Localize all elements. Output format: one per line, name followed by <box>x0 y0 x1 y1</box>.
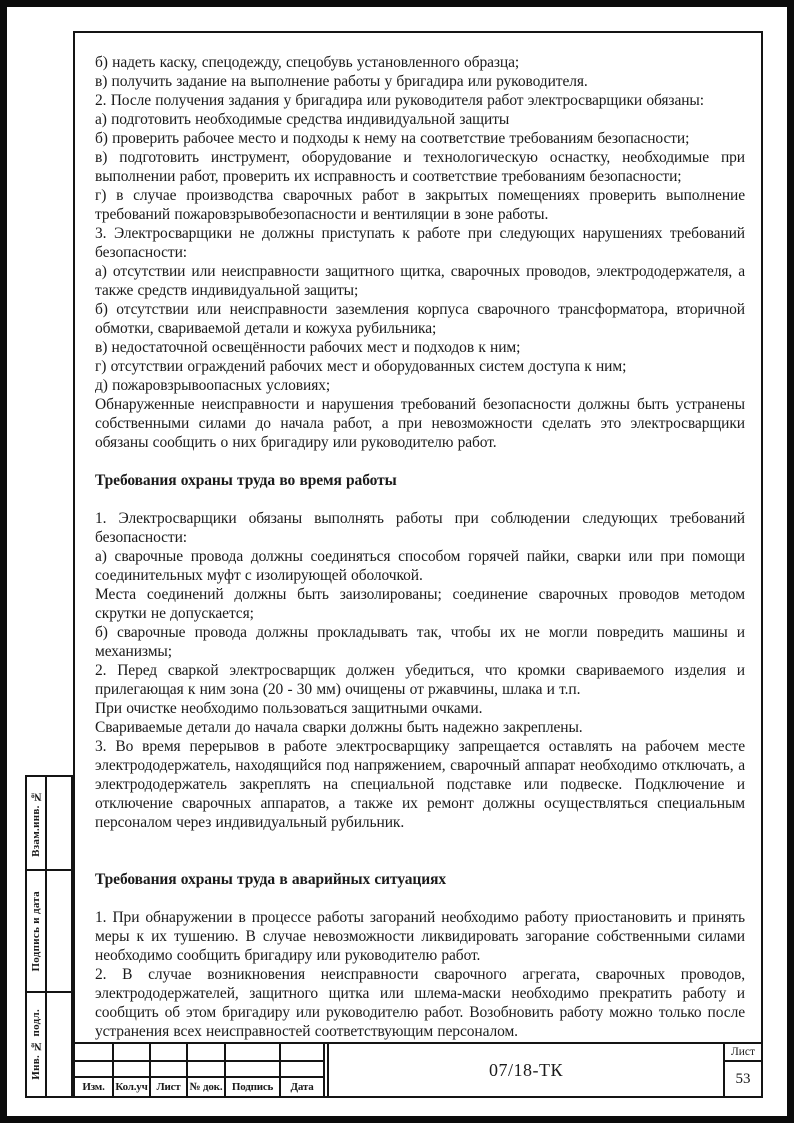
revision-cell <box>151 1062 188 1078</box>
sidebar-empty-cell <box>47 871 71 991</box>
revision-col-data: Дата <box>290 1081 314 1093</box>
paragraph: При очистке необходимо пользоваться защитными очками. <box>95 700 483 717</box>
paragraph: б) проверить рабочее место и подходы к нему на соответствие требованиям безопасности; <box>95 130 690 147</box>
sheet-column <box>725 1044 761 1096</box>
revision-cell <box>281 1044 323 1062</box>
paragraph: г) отсутствии ограждений рабочих мест и оборудованных систем доступа к ним; <box>95 358 627 375</box>
revision-cell <box>75 1062 114 1078</box>
sidebar-label-vzam-inv: Взам.инв. № <box>30 789 42 857</box>
paragraph: 2. Перед сваркой электросварщик должен убедиться, что кромки свариваемого изделия и прилегающая к ним зона (20 - 30 мм) очищены от ржавчины, шлака и т.п. <box>95 662 745 698</box>
revision-cell <box>188 1044 226 1062</box>
sheet-label: Лист <box>725 1044 761 1062</box>
section-heading-emergency: Требования охраны труда в аварийных ситуациях <box>95 871 447 888</box>
sheet-number: 53 <box>735 1070 751 1087</box>
sidebar-empty-cell <box>47 777 71 869</box>
sidebar-empty-cell <box>47 993 71 1096</box>
title-block <box>75 1042 761 1096</box>
paragraph: б) надеть каску, спецодежду, спецобувь установленного образца; <box>95 54 520 71</box>
sidebar-label-podpis-data: Подпись и дата <box>30 890 42 972</box>
paragraph: а) подготовить необходимые средства индивидуальной защиты <box>95 111 510 128</box>
paragraph: Свариваемые детали до начала сварки должны быть надежно закреплены. <box>95 719 583 736</box>
document-body <box>75 33 761 1040</box>
revision-col-izm: Изм. <box>75 1078 114 1096</box>
sidebar-label-col <box>27 777 47 869</box>
revision-cell <box>226 1044 281 1062</box>
revision-col-list: Лист <box>151 1078 188 1096</box>
revision-cell <box>226 1062 281 1078</box>
revision-cell <box>114 1062 151 1078</box>
paragraph: 3. Электросварщики не должны приступать к работе при следующих нарушениях требований безопасности: <box>95 225 745 261</box>
revision-cell <box>151 1044 188 1062</box>
revision-cell <box>75 1044 114 1062</box>
revision-cell <box>114 1044 151 1062</box>
sidebar-label-inv-podl: Инв. № подл. <box>30 1009 42 1080</box>
paragraph: б) отсутствии или неисправности заземления корпуса сварочного трансформатора, вторичной обмотки, свариваемой детали и кожуха рубильника; <box>95 301 745 337</box>
sidebar-box-inv-podl <box>25 991 73 1098</box>
paragraph: д) пожаровзрывоопасных условиях; <box>95 377 331 394</box>
paragraph: в) получить задание на выполнение работы у бригадира или руководителя. <box>95 73 588 90</box>
sidebar-label-col <box>27 993 47 1096</box>
paragraph: а) отсутствии или неисправности защитного щитка, сварочных проводов, электрододержателя, а также средств индивидуальной защиты; <box>95 263 745 299</box>
paragraph: 1. Электросварщики обязаны выполнять работы при соблюдении следующих требований безопасности: <box>95 510 745 546</box>
section-heading-during-work: Требования охраны труда во время работы <box>95 472 397 489</box>
paragraph: 2. После получения задания у бригадира или руководителя работ электросварщики обязаны: <box>95 92 704 109</box>
paragraph: Обнаруженные неисправности и нарушения требований безопасности должны быть устранены собственными силами до начала работ, а при невозможности сделать это электросварщики обязаны сообщить о них бригадиру или руководителю работ. <box>95 396 745 451</box>
paragraph: 3. Во время перерывов в работе электросварщику запрещается оставлять на рабочем месте электрододержатель, находящийся под напряжением, сварочный аппарат необходимо отключать, а электрододержатель закреплять на специальной подставке или подвеске. Подключение и отключение сварочных аппаратов, а также их ремонт должны осуществляться специальным персоналом через индивидуальный рубильник. <box>95 738 745 831</box>
frame-sidebar <box>25 775 73 1098</box>
doc-number: 07/18-ТК <box>489 1059 563 1080</box>
revision-cell <box>188 1062 226 1078</box>
paragraph: 1. При обнаружении в процессе работы загораний необходимо работу приостановить и принять меры к их тушению. В случае невозможности ликвидировать загорание собственными силами необходимо сообщить бригадиру или руководителю работ. <box>95 909 745 964</box>
revision-col-koluch: Кол.уч <box>114 1078 151 1096</box>
revision-col-podpis: Подпись <box>226 1078 281 1096</box>
revision-table <box>75 1044 325 1096</box>
doc-number-cell <box>327 1044 725 1096</box>
sidebar-label-col <box>27 871 47 991</box>
paragraph: Места соединений должны быть заизолированы; соединение сварочных проводов методом скрутки не допускается; <box>95 586 745 622</box>
sidebar-box-vzam-inv <box>25 775 73 871</box>
paragraph: б) сварочные провода должны прокладывать так, чтобы их не могли повредить машины и механизмы; <box>95 624 745 660</box>
revision-cell <box>281 1062 323 1078</box>
paragraph: 2. В случае возникновения неисправности сварочного агрегата, сварочных проводов, электрододержателей, защитного щитка или шлема-маски необходимо прекратить работу и сообщить об этом бригадиру или руководителю работ. Возобновить работу можно только после устранения всех неисправностей соответствующим персоналом. <box>95 966 745 1040</box>
paragraph: в) недостаточной освещённости рабочих мест и подходов к ним; <box>95 339 521 356</box>
sidebar-box-podpis-data <box>25 869 73 993</box>
revision-col-ndok: № док. <box>188 1078 226 1096</box>
paragraph: а) сварочные провода должны соединяться способом горячей пайки, сварки или при помощи соединительных муфт с изолирующей оболочкой. <box>95 548 745 584</box>
paragraph: г) в случае производства сварочных работ в закрытых помещениях проверить выполнение требований пожаровзрывобезопасности и вентиляции в зоне работы. <box>95 187 745 223</box>
paragraph: в) подготовить инструмент, оборудование и технологическую оснастку, необходимые при выполнении работ, проверить их исправность и соответствие требованиям безопасности; <box>95 149 745 185</box>
